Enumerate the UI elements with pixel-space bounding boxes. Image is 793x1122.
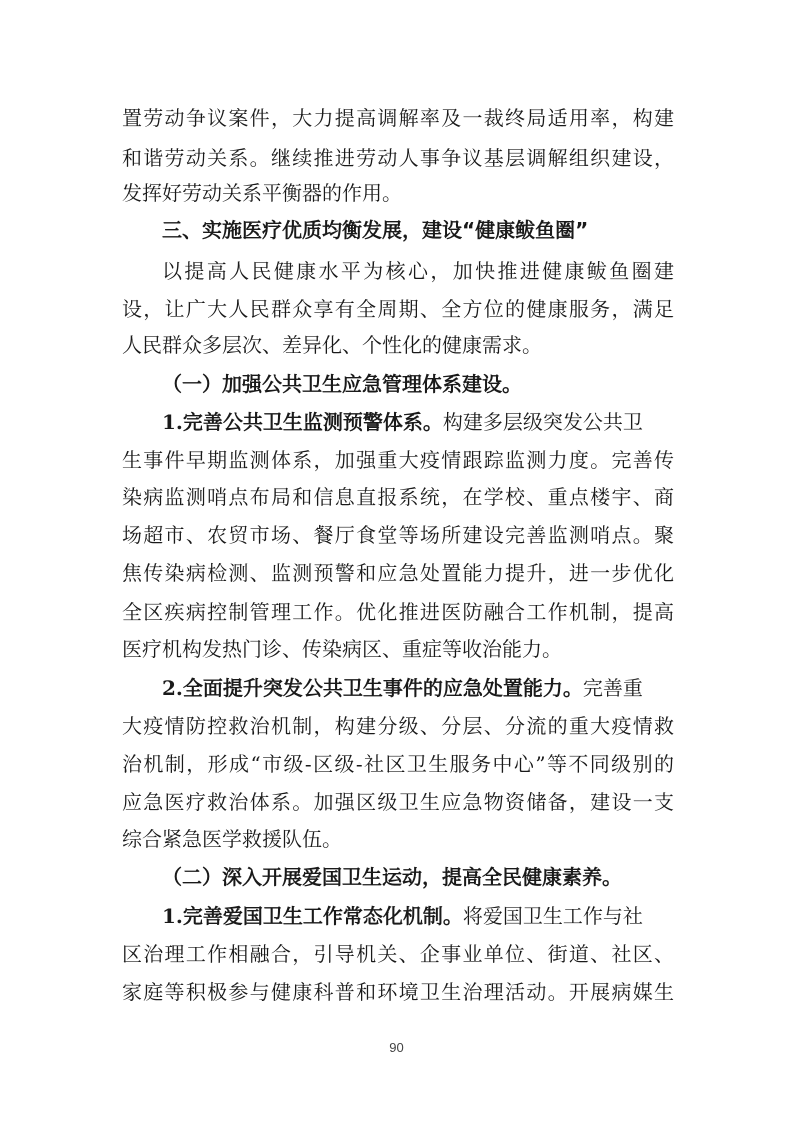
- body-text-line: 大疫情防控救治机制，构建分级、分层、分流的重大疫情救: [122, 714, 674, 738]
- body-text-line: 全区疾病控制管理工作。优化推进医防融合工作机制，提高: [122, 600, 674, 624]
- body-text-line: 家庭等积极参与健康科普和环境卫生治理活动。开展病媒生: [122, 980, 674, 1004]
- item-lead: 1.完善爱国卫生工作常态化机制。: [162, 904, 463, 928]
- body-text-line: 人民群众多层次、差异化、个性化的健康需求。: [122, 333, 542, 357]
- body-text-line: 生事件早期监测体系，加强重大疫情跟踪监测力度。完善传: [122, 448, 674, 472]
- body-text-line: 和谐劳动关系。继续推进劳动人事争议基层调解组织建设，: [122, 146, 674, 170]
- item-text: 构建多层级突发公共卫: [442, 410, 643, 434]
- body-text-line: 焦传染病检测、监测预警和应急处置能力提升，进一步优化: [122, 561, 674, 585]
- body-text-line: 综合紧急医学救援队伍。: [122, 827, 342, 851]
- subsection-heading: （二）深入开展爱国卫生运动，提高全民健康素养。: [162, 865, 622, 889]
- body-text-line: 发挥好劳动关系平衡器的作用。: [122, 181, 402, 205]
- body-text-line: 治机制，形成“市级-区级-社区卫生服务中心”等不同级别的: [122, 752, 674, 776]
- body-text-line: 医疗机构发热门诊、传染病区、重症等收治能力。: [122, 637, 562, 661]
- body-text-line: 设，让广大人民群众享有全周期、全方位的健康服务，满足: [122, 297, 674, 321]
- item-text: 将爱国卫生工作与社: [462, 904, 643, 928]
- subsection-heading: （一）加强公共卫生应急管理体系建设。: [162, 372, 522, 396]
- body-text-line: 染病监测哨点布局和信息直报系统，在学校、重点楼宇、商: [122, 485, 674, 509]
- body-text-line: 场超市、农贸市场、餐厅食堂等场所建设完善监测哨点。聚: [122, 523, 674, 547]
- page-number: 90: [389, 1040, 404, 1055]
- body-text-line: 应急医疗救治体系。加强区级卫生应急物资储备，建设一支: [122, 790, 674, 814]
- item-lead: 2.全面提升突发公共卫生事件的应急处置能力。: [162, 676, 583, 700]
- item-lead: 1.完善公共卫生监测预警体系。: [162, 410, 443, 434]
- body-text-line: 置劳动争议案件，大力提高调解率及一裁终局适用率，构建: [122, 106, 674, 130]
- section-heading: 三、实施医疗优质均衡发展，建设“健康鲅鱼圈”: [162, 218, 589, 242]
- item-text: 完善重: [582, 676, 643, 700]
- paragraph-first-line: [162, 901, 674, 931]
- paragraph-first-line: [162, 673, 674, 703]
- paragraph-first-line: [162, 407, 674, 437]
- body-text-line: 以提高人民健康水平为核心，加快推进健康鲅鱼圈建: [162, 259, 674, 283]
- body-text-line: 区治理工作相融合，引导机关、企事业单位、街道、社区、: [122, 942, 674, 966]
